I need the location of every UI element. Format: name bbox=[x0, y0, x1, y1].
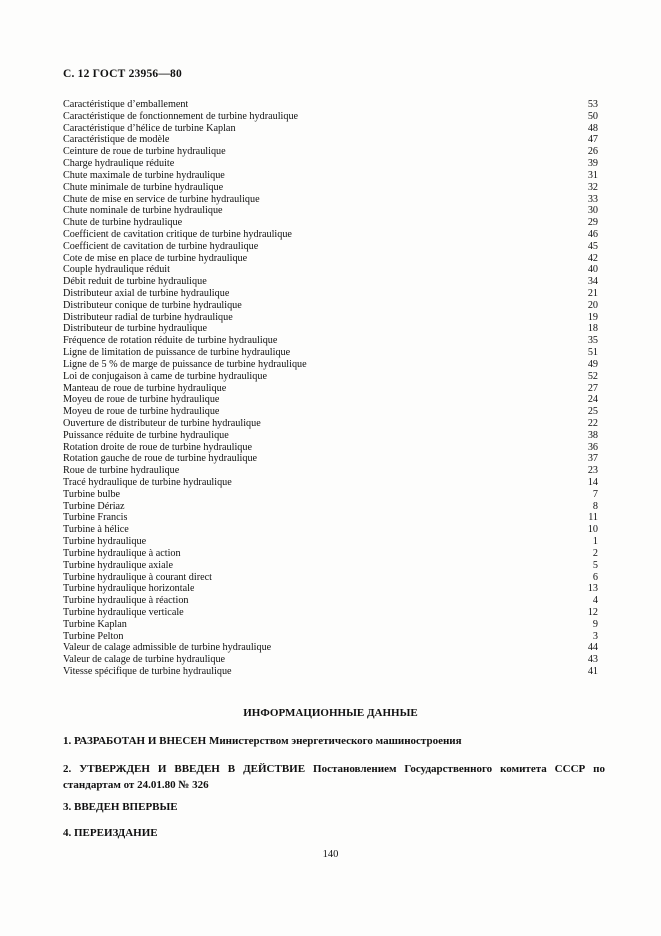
index-page-ref: 13 bbox=[587, 583, 598, 595]
index-term: Turbine Francis bbox=[63, 512, 128, 524]
index-page-ref: 36 bbox=[587, 441, 598, 453]
info-item-approved-lead: 2. УТВЕРЖДЕН И ВВЕДЕН В ДЕЙСТВИЕ bbox=[63, 763, 306, 775]
index-term: Turbine hydraulique à courant direct bbox=[63, 571, 212, 583]
index-row bbox=[63, 241, 598, 253]
index-row bbox=[63, 418, 598, 430]
index-row bbox=[63, 288, 598, 300]
index-row bbox=[63, 642, 598, 654]
index-row bbox=[63, 217, 598, 229]
index-term: Fréquence de rotation réduite de turbine hydraulique bbox=[63, 335, 278, 347]
index-term: Distributeur radial de turbine hydraulique bbox=[63, 311, 233, 323]
index-term: Chute minimale de turbine hydraulique bbox=[63, 181, 224, 193]
index-term: Turbine Dériaz bbox=[63, 500, 125, 512]
index-term: Débit reduit de turbine hydraulique bbox=[63, 276, 207, 288]
index-page-ref: 40 bbox=[587, 264, 598, 276]
index-page-ref: 6 bbox=[592, 571, 598, 583]
index-page-ref: 3 bbox=[592, 630, 598, 642]
index-page-ref: 20 bbox=[587, 299, 598, 311]
index-term: Distributeur axial de turbine hydraulique bbox=[63, 288, 230, 299]
index-row bbox=[63, 465, 598, 477]
index-term: Coefficient de cavitation critique de turbine hydraulique bbox=[63, 228, 292, 240]
index-term: Moyeu de roue de turbine hydraulique bbox=[63, 394, 220, 406]
index-term: Turbine hydraulique verticale bbox=[63, 606, 184, 618]
index-page-ref: 45 bbox=[587, 240, 598, 252]
index-page-ref: 2 bbox=[592, 547, 598, 559]
index-term: Couple hydraulique réduit bbox=[63, 264, 170, 276]
index-row bbox=[63, 134, 598, 146]
index-row bbox=[63, 170, 598, 182]
index-page-ref: 32 bbox=[587, 181, 598, 193]
index-row bbox=[63, 253, 598, 265]
index-row bbox=[63, 453, 598, 465]
index-row bbox=[63, 312, 598, 324]
info-section-title: ИНФОРМАЦИОННЫЕ ДАННЫЕ bbox=[243, 707, 418, 719]
index-term: Chute maximale de turbine hydraulique bbox=[63, 169, 225, 181]
index-page-ref: 51 bbox=[587, 347, 598, 359]
index-row bbox=[63, 572, 598, 584]
index-term: Turbine hydraulique bbox=[63, 536, 147, 548]
index-row bbox=[63, 477, 598, 489]
index-row bbox=[63, 524, 598, 536]
index-term: Chute de mise en service de turbine hydraulique bbox=[63, 193, 260, 205]
index-row bbox=[63, 335, 598, 347]
index-term: Cote de mise en place de turbine hydraulique bbox=[63, 252, 248, 264]
index-page-ref: 29 bbox=[587, 217, 598, 229]
index-row bbox=[63, 607, 598, 619]
index-row bbox=[63, 489, 598, 501]
index-term: Distributeur de turbine hydraulique bbox=[63, 323, 208, 335]
index-page-ref: 11 bbox=[588, 512, 598, 524]
index-page-ref: 25 bbox=[587, 406, 598, 418]
index-page-ref: 30 bbox=[587, 205, 598, 217]
index-row bbox=[63, 300, 598, 312]
index-row bbox=[63, 442, 598, 454]
index-term: Ceinture de roue de turbine hydraulique bbox=[63, 146, 226, 158]
index-page-ref: 46 bbox=[587, 228, 598, 240]
index-page-ref: 43 bbox=[587, 654, 598, 666]
index-page-ref: 41 bbox=[587, 666, 598, 677]
index-row bbox=[63, 99, 598, 111]
index-page-ref: 39 bbox=[587, 158, 598, 170]
index-term: Turbine à hélice bbox=[63, 524, 129, 536]
index-term: Ligne de 5 % de marge de puissance de turbine hydraulique bbox=[63, 358, 307, 370]
index-row bbox=[63, 205, 598, 217]
index-page-ref: 34 bbox=[587, 276, 598, 288]
index-term: Caractéristique de fonctionnement de turbine hydraulique bbox=[63, 110, 299, 122]
index-term: Coefficient de cavitation de turbine hydraulique bbox=[63, 240, 259, 252]
index-row bbox=[63, 111, 598, 123]
index-page-ref: 31 bbox=[587, 169, 598, 181]
index-row bbox=[63, 158, 598, 170]
index-page-ref: 24 bbox=[587, 394, 598, 406]
index-row bbox=[63, 512, 598, 524]
index-page-ref: 12 bbox=[587, 606, 598, 618]
index-term: Charge hydraulique réduite bbox=[63, 158, 175, 170]
index-term: Turbine bulbe bbox=[63, 488, 121, 500]
index-term: Rotation droite de roue de turbine hydraulique bbox=[63, 441, 252, 453]
index-term: Turbine hydraulique axiale bbox=[63, 559, 173, 571]
index-page-ref: 27 bbox=[587, 382, 598, 394]
index-row bbox=[63, 631, 598, 643]
index-term: Turbine hydraulique horizontale bbox=[63, 583, 195, 595]
index-row bbox=[63, 146, 598, 158]
info-item-first-introduced: 3. ВВЕДЕН ВПЕРВЫЕ bbox=[63, 801, 178, 813]
index-term: Vitesse spécifique de turbine hydraulique bbox=[63, 666, 232, 677]
index-row bbox=[63, 560, 598, 572]
index-page-ref: 26 bbox=[587, 146, 598, 158]
index-row bbox=[63, 406, 598, 418]
index-page-ref: 14 bbox=[587, 477, 598, 488]
index-row bbox=[63, 229, 598, 241]
index-term: Ligne de limitation de puissance de turbine hydraulique bbox=[63, 347, 291, 359]
index-page-ref: 8 bbox=[592, 500, 598, 512]
index-row bbox=[63, 595, 598, 607]
index-page-ref: 18 bbox=[587, 323, 598, 335]
index-row bbox=[63, 666, 598, 678]
term-index-list bbox=[63, 99, 598, 678]
index-page-ref: 50 bbox=[587, 110, 598, 122]
index-row bbox=[63, 619, 598, 631]
index-term: Chute de turbine hydraulique bbox=[63, 217, 183, 229]
index-term: Rotation gauche de roue de turbine hydraulique bbox=[63, 453, 258, 465]
index-row bbox=[63, 123, 598, 135]
index-page-ref: 5 bbox=[592, 559, 598, 571]
index-page-ref: 23 bbox=[587, 465, 598, 477]
index-page-ref: 49 bbox=[587, 358, 598, 370]
index-row bbox=[63, 383, 598, 395]
index-page-ref: 37 bbox=[587, 453, 598, 465]
index-page-ref: 21 bbox=[587, 288, 598, 299]
index-page-ref: 35 bbox=[587, 335, 598, 347]
index-row bbox=[63, 323, 598, 335]
index-page-ref: 9 bbox=[592, 618, 598, 630]
index-row bbox=[63, 182, 598, 194]
page-number: 140 bbox=[322, 849, 339, 860]
index-term: Caractéristique d’hélice de turbine Kaplan bbox=[63, 122, 236, 134]
index-row bbox=[63, 583, 598, 595]
index-term: Puissance réduite de turbine hydraulique bbox=[63, 429, 229, 441]
index-page-ref: 1 bbox=[592, 536, 598, 548]
info-item-approved bbox=[63, 761, 605, 793]
index-term: Ouverture de distributeur de turbine hydraulique bbox=[63, 417, 261, 429]
index-term: Turbine Pelton bbox=[63, 630, 124, 642]
index-term: Moyeu de roue de turbine hydraulique bbox=[63, 406, 220, 418]
index-page-ref: 33 bbox=[587, 193, 598, 205]
index-row bbox=[63, 194, 598, 206]
index-term: Loi de conjugaison à came de turbine hydraulique bbox=[63, 370, 267, 382]
index-term: Distributeur conique de turbine hydraulique bbox=[63, 299, 242, 311]
index-page-ref: 19 bbox=[587, 311, 598, 323]
index-row bbox=[63, 394, 598, 406]
index-term: Chute nominale de turbine hydraulique bbox=[63, 205, 223, 217]
index-page-ref: 47 bbox=[587, 134, 598, 146]
index-term: Tracé hydraulique de turbine hydraulique bbox=[63, 477, 232, 488]
info-item-approved-text: Постановлением Государственного комитета СССР по стандартам от 24.01.80 № 326 bbox=[63, 763, 606, 791]
index-term: Turbine hydraulique à action bbox=[63, 547, 181, 559]
index-page-ref: 4 bbox=[592, 595, 598, 607]
index-page-ref: 10 bbox=[587, 524, 598, 536]
index-page-ref: 42 bbox=[587, 252, 598, 264]
index-row bbox=[63, 654, 598, 666]
index-row bbox=[63, 548, 598, 560]
index-term: Valeur de calage admissible de turbine hydraulique bbox=[63, 642, 272, 654]
index-row bbox=[63, 536, 598, 548]
index-row bbox=[63, 276, 598, 288]
index-term: Caractéristique d’emballement bbox=[63, 99, 189, 110]
index-term: Manteau de roue de turbine hydraulique bbox=[63, 382, 227, 394]
index-term: Turbine hydraulique à réaction bbox=[63, 595, 189, 607]
index-page-ref: 22 bbox=[587, 417, 598, 429]
index-page-ref: 48 bbox=[587, 122, 598, 134]
index-row bbox=[63, 264, 598, 276]
index-term: Turbine Kaplan bbox=[63, 618, 127, 630]
index-row bbox=[63, 501, 598, 513]
index-row bbox=[63, 347, 598, 359]
page-header: С. 12 ГОСТ 23956—80 bbox=[63, 68, 182, 80]
index-page-ref: 52 bbox=[587, 370, 598, 382]
info-item-reissue: 4. ПЕРЕИЗДАНИЕ bbox=[63, 827, 158, 839]
index-page-ref: 38 bbox=[587, 429, 598, 441]
index-term: Caractéristique de modèle bbox=[63, 134, 170, 146]
index-row bbox=[63, 359, 598, 371]
index-term: Roue de turbine hydraulique bbox=[63, 465, 180, 477]
index-page-ref: 53 bbox=[587, 99, 598, 110]
index-row bbox=[63, 371, 598, 383]
info-item-developed: 1. РАЗРАБОТАН И ВНЕСЕН Министерством энергетического машиностроения bbox=[63, 735, 462, 747]
index-row bbox=[63, 430, 598, 442]
index-page-ref: 7 bbox=[592, 488, 598, 500]
index-term: Valeur de calage de turbine hydraulique bbox=[63, 654, 226, 666]
index-page-ref: 44 bbox=[587, 642, 598, 654]
